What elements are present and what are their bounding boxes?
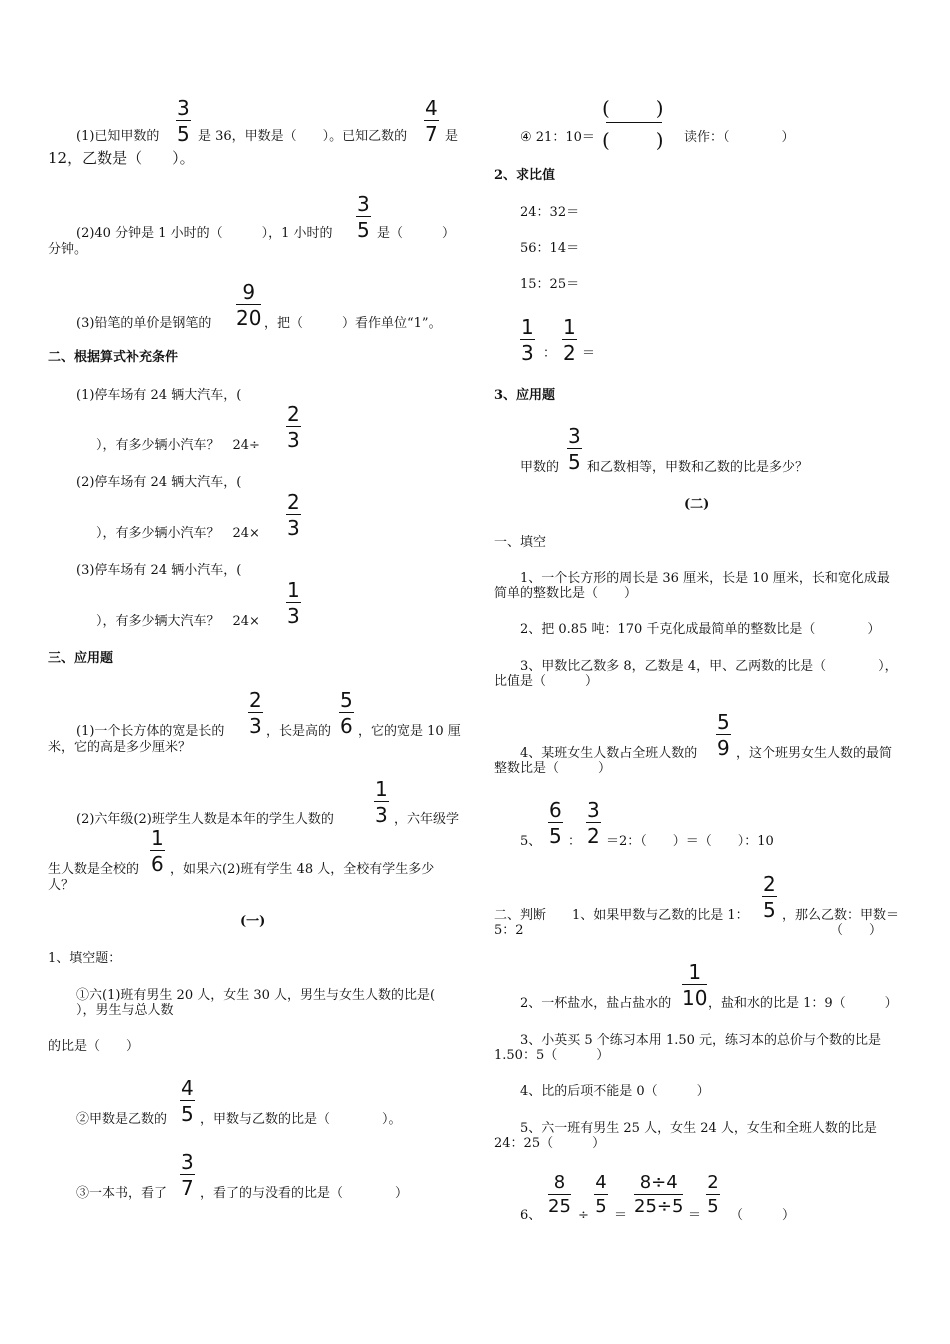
denominator: 5 <box>357 218 370 242</box>
numerator: 5 <box>717 710 730 734</box>
s2-1-text-a: (1)停车场有 24 辆大汽车，( <box>76 388 242 403</box>
s3-2-text-d: ，如果六(2)班有学生 48 人，全校有学生多少 <box>170 862 435 877</box>
denominator: 5 <box>763 898 776 922</box>
p3-text-a: 3、甲数比乙数多 8，乙数是 4，甲、乙两数的比是（ ）， <box>520 659 898 674</box>
q3-text-b: ，把（ ）看作单位“1”。 <box>264 316 442 331</box>
fill-title: 1、填空题： <box>48 951 122 966</box>
denominator: 5 <box>568 450 581 474</box>
fraction-5-6 <box>339 690 354 736</box>
fill-2-title: 一、填空 <box>494 535 547 550</box>
fraction-3-5 <box>176 98 191 144</box>
s3-1-text-d: 米，它的高是多少厘米？ <box>48 740 192 755</box>
f1-text-c: 的比是（ ） <box>48 1039 140 1054</box>
q1-text-a: (1)已知甲数的 <box>76 129 160 144</box>
s2-3-text-a: (3)停车场有 24 辆小汽车，( <box>76 563 242 578</box>
ratio-3: 15：25＝ <box>520 277 580 292</box>
j6-divide: ÷ <box>578 1208 589 1223</box>
j6-text-tail: （ ） <box>730 1208 796 1223</box>
j1-text-b: ，那么乙数：甲数＝ <box>782 908 900 923</box>
fraction-2-5 <box>762 874 777 920</box>
blank-numerator: ( ) <box>602 96 666 120</box>
numerator: 5 <box>340 688 353 712</box>
fraction-3-7 <box>180 1152 195 1198</box>
numerator: 3 <box>177 96 190 120</box>
j2-text-a: 2、一杯盐水，盐占盐水的 <box>520 996 672 1011</box>
denominator: 9 <box>717 736 730 760</box>
numerator: 2 <box>287 490 300 514</box>
p5-text-b: ＝2：（ ）＝（ ）：10 <box>606 834 774 849</box>
fraction-1-2 <box>562 317 577 363</box>
numerator: 8÷4 <box>639 1172 678 1193</box>
denominator: 3 <box>521 341 534 365</box>
ratio-2: 56：14＝ <box>520 241 580 256</box>
app-text-b: 和乙数相等，甲数和乙数的比是多少？ <box>587 460 809 475</box>
p2-text: 2、把 0.85 吨：170 千克化成最简单的整数比是（ ） <box>520 622 881 637</box>
ratio-equals: ＝ <box>582 346 596 361</box>
j6-equals-2: ＝ <box>688 1208 702 1223</box>
numerator: 4 <box>595 1172 607 1193</box>
denominator: 5 <box>181 1102 194 1126</box>
r4-text-b: 读作：（ ） <box>684 130 795 145</box>
j1-text-c: 5：2 <box>494 923 524 938</box>
q1-text-d: 12，乙数是（ ）。 <box>48 149 195 167</box>
part-1-title: (一) <box>240 914 266 929</box>
s3-2-text-c: 生人数是全校的 <box>48 862 140 877</box>
numerator: 4 <box>425 96 438 120</box>
fraction-8-25 <box>548 1174 571 1216</box>
denominator: 6 <box>151 852 164 876</box>
fraction-4-5 <box>180 1078 195 1124</box>
denominator: 20 <box>236 306 262 330</box>
section-2-title: 二、根据算式补充条件 <box>48 350 179 365</box>
s2-3-text-b: ），有多少辆大汽车？ 24× <box>96 614 260 629</box>
numerator: 8 <box>553 1172 566 1193</box>
blank-fraction <box>602 92 666 153</box>
denominator: 7 <box>181 1176 194 1200</box>
numerator: 1 <box>287 578 300 602</box>
fraction-2-3 <box>286 492 301 538</box>
j6-text-a: 6、 <box>520 1208 542 1223</box>
numerator: 1 <box>688 960 702 984</box>
j2-text-b: ，盐和水的比是 1：9（ ） <box>708 996 898 1011</box>
numerator: 3 <box>587 798 600 822</box>
s3-1-text-c: ，它的宽是 10 厘 <box>358 724 461 739</box>
numerator: 2 <box>763 872 776 896</box>
denominator: 5 <box>177 122 190 146</box>
fraction-3-5 <box>567 426 582 472</box>
q2-text-b: 是（ ） <box>377 226 456 241</box>
fraction-2-3 <box>248 690 263 736</box>
p5-text-a: 5、 <box>520 834 542 849</box>
fraction-1-3 <box>520 317 535 363</box>
denominator: 25 <box>548 1196 571 1217</box>
q2-text-a: (2)40 分钟是 1 小时的（ ），1 小时的 <box>76 226 333 241</box>
p4-text-c: 整数比是（ ） <box>494 761 612 776</box>
denominator: 7 <box>425 122 438 146</box>
numerator: 6 <box>549 798 562 822</box>
f3-text-a: ③一本书，看了 <box>76 1186 168 1201</box>
numerator: 2 <box>707 1172 719 1193</box>
j1-text-d: （ ） <box>830 923 883 938</box>
r4-text-a: ④ 21：10＝ <box>520 130 595 145</box>
numerator: 2 <box>249 688 262 712</box>
fraction-1-10 <box>682 962 707 1008</box>
j3-text-b: 1.50：5（ ） <box>494 1048 610 1063</box>
denominator: 5 <box>549 824 562 848</box>
q3-text-a: (3)铅笔的单价是钢笔的 <box>76 316 212 331</box>
s3-2-text-b: ，六年级学 <box>394 812 460 827</box>
denominator: 25÷5 <box>634 1196 684 1217</box>
j6-equals-1: ＝ <box>614 1208 628 1223</box>
fraction-3-5 <box>356 194 371 240</box>
fraction-1-3 <box>286 580 301 626</box>
p1-text-b: 简单的整数比是（ ） <box>494 586 638 601</box>
denominator: 3 <box>249 714 262 738</box>
numerator: 3 <box>181 1150 194 1174</box>
numerator: 1 <box>563 315 576 339</box>
denominator: 6 <box>340 714 353 738</box>
ratio-colon: ： <box>543 346 557 361</box>
fraction-3-2 <box>586 800 601 846</box>
app-title: 3、应用题 <box>494 388 556 403</box>
denominator: 2 <box>587 824 600 848</box>
denominator: 10 <box>682 986 708 1010</box>
s3-1-text-a: (1)一个长方体的宽是长的 <box>76 724 225 739</box>
s2-2-text-b: ），有多少辆小汽车？ 24× <box>96 526 260 541</box>
s3-2-text-e: 人？ <box>48 878 75 893</box>
j5-text-a: 5、六一班有男生 25 人，女生 24 人，女生和全班人数的比是 <box>520 1121 877 1136</box>
j4-text: 4、比的后项不能是 0（ ） <box>520 1084 710 1099</box>
numerator: 9 <box>242 280 256 304</box>
p4-text-a: 4、某班女生人数占全班人数的 <box>520 746 698 761</box>
numerator: 1 <box>521 315 534 339</box>
fraction-9-20 <box>236 282 261 328</box>
s3-1-text-b: ，长是高的 <box>266 724 332 739</box>
numerator: 3 <box>357 192 370 216</box>
ratio-title: 2、求比值 <box>494 168 556 183</box>
numerator: 4 <box>181 1076 194 1100</box>
j1-text-a: 1、如果甲数与乙数的比是 1： <box>572 908 749 923</box>
fraction-5-9 <box>716 712 731 758</box>
q1-text-b: 是 36，甲数是（ ）。已知乙数的 <box>198 129 408 144</box>
part-2-title: (二) <box>684 497 710 512</box>
numerator: 3 <box>568 424 581 448</box>
denominator: 3 <box>287 516 300 540</box>
s3-2-text-a: (2)六年级(2)班学生人数是本年的学生人数的 <box>76 812 334 827</box>
numerator: 1 <box>151 826 164 850</box>
fraction-1-3 <box>374 779 389 825</box>
denominator: 2 <box>563 341 576 365</box>
fraction-1-6 <box>150 828 165 874</box>
denominator: 5 <box>595 1196 607 1217</box>
f2-text-b: ，甲数与乙数的比是（ ）。 <box>200 1112 402 1127</box>
p4-text-b: ，这个班男女生人数的最简 <box>736 746 893 761</box>
f3-text-b: ，看了的与没看的比是（ ） <box>200 1186 409 1201</box>
f1-text-b: ），男生与总人数 <box>76 1003 174 1018</box>
p5-colon: ： <box>568 834 582 849</box>
judge-title: 二、判断 <box>494 908 547 923</box>
section-3-title: 三、应用题 <box>48 651 114 666</box>
fraction-4-7 <box>424 98 439 144</box>
denominator: 3 <box>375 803 388 827</box>
denominator: 5 <box>707 1196 719 1217</box>
app-text-a: 甲数的 <box>520 460 560 475</box>
j5-text-b: 24：25（ ） <box>494 1136 606 1151</box>
numerator: 2 <box>287 402 300 426</box>
denominator: 3 <box>287 604 300 628</box>
blank-denominator: ( ) <box>602 128 666 152</box>
fraction-8div4-25div5 <box>634 1174 683 1216</box>
fraction-6-5 <box>548 800 563 846</box>
f1-text-a: ①六(1)班有男生 20 人，女生 30 人，男生与女生人数的比是( <box>76 988 436 1003</box>
p1-text-a: 1、一个长方形的周长是 36 厘米，长是 10 厘米，长和宽化成最 <box>520 571 890 586</box>
p3-text-b: 比值是（ ） <box>494 674 599 689</box>
j3-text-a: 3、小英买 5 个练习本用 1.50 元，练习本的总价与个数的比是 <box>520 1033 882 1048</box>
denominator: 3 <box>287 428 300 452</box>
numerator: 1 <box>375 777 388 801</box>
s2-2-text-a: (2)停车场有 24 辆大汽车，( <box>76 475 242 490</box>
s2-1-text-b: ），有多少辆小汽车？ 24÷ <box>96 438 260 453</box>
fraction-4-5 <box>594 1174 608 1216</box>
q2-text-c: 分钟。 <box>48 242 88 257</box>
ratio-1: 24：32＝ <box>520 205 580 220</box>
fraction-2-5 <box>706 1174 720 1216</box>
f2-text-a: ②甲数是乙数的 <box>76 1112 168 1127</box>
fraction-2-3 <box>286 404 301 450</box>
q1-text-c: 是 <box>445 129 459 144</box>
